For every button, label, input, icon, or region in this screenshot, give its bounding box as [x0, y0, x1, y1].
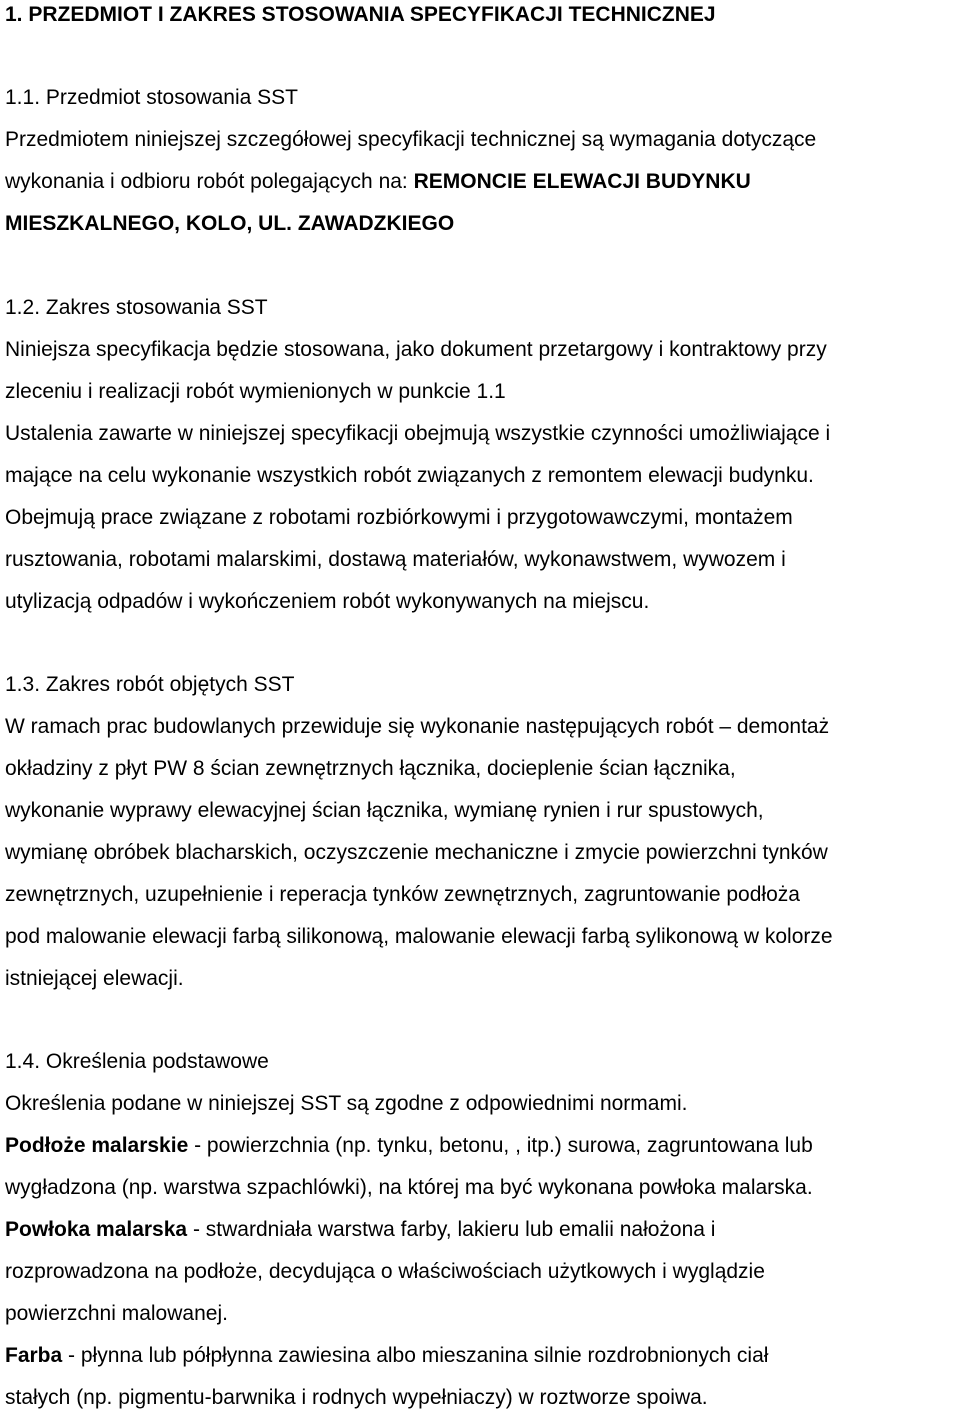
paragraph-line: Niniejsza specyfikacja będzie stosowana, jako dokument przetargowy i kontraktowy przy: [5, 338, 827, 361]
definition-text: - płynna lub półpłynna zawiesina albo mieszanina silnie rozdrobnionych ciał: [62, 1344, 769, 1367]
paragraph-line: utylizacją odpadów i wykończeniem robót wykonywanych na miejscu.: [5, 590, 650, 613]
definition-line: wygładzona (np. warstwa szpachlówki), na której ma być wykonana powłoka malarska.: [5, 1176, 813, 1199]
definition-term: Powłoka malarska: [5, 1218, 188, 1241]
paragraph-line: [5, 169, 751, 195]
paragraph-line: zleceniu i realizacji robót wymienionych w punkcie 1.1: [5, 380, 506, 403]
subsection-heading-1-2: 1.2. Zakres stosowania SST: [5, 296, 268, 319]
definition-line: powierzchni malowanej.: [5, 1302, 228, 1325]
paragraph-line: zewnętrznych, uzupełnienie i reperacja tynków zewnętrznych, zagruntowanie podłoża: [5, 883, 800, 906]
definition-term: Farba: [5, 1344, 63, 1367]
paragraph-line: Określenia podane w niniejszej SST są zgodne z odpowiednimi normami.: [5, 1092, 688, 1115]
definition-line: [5, 1343, 768, 1369]
paragraph-line: Obejmują prace związane z robotami rozbiórkowymi i przygotowawczymi, montażem: [5, 506, 793, 529]
paragraph-line: pod malowanie elewacji farbą silikonową, malowanie elewacji farbą sylikonową w kolorze: [5, 925, 833, 948]
paragraph-line: wymianę obróbek blacharskich, oczyszczenie mechaniczne i zmycie powierzchni tynków: [5, 841, 828, 864]
paragraph-line: wykonanie wyprawy elewacyjnej ścian łącznika, wymianę rynien i rur spustowych,: [5, 799, 764, 822]
definition-line: stałych (np. pigmentu-barwnika i rodnych wypełniaczy) w roztworze spoiwa.: [5, 1386, 708, 1409]
paragraph-line: [5, 211, 454, 237]
paragraph-line: rusztowania, robotami malarskimi, dostawą materiałów, wykonawstwem, wywozem i: [5, 548, 786, 571]
definition-text: - powierzchnia (np. tynku, betonu, , itp.) surowa, zagruntowana lub: [188, 1134, 813, 1157]
bold-text-run: REMONCIE ELEWACJI BUDYNKU: [413, 170, 751, 193]
bold-text-run: MIESZKALNEGO, KOLO, UL. ZAWADZKIEGO: [5, 212, 455, 235]
paragraph-line: Przedmiotem niniejszej szczegółowej specyfikacji technicznej są wymagania dotyczące: [5, 128, 817, 151]
definition-line: [5, 1217, 715, 1243]
paragraph-line: okładziny z płyt PW 8 ścian zewnętrznych łącznika, docieplenie ścian łącznika,: [5, 757, 736, 780]
definition-line: rozprowadzona na podłoże, decydująca o właściwościach użytkowych i wyglądzie: [5, 1260, 765, 1283]
paragraph-line: W ramach prac budowlanych przewiduje się wykonanie następujących robót – demontaż: [5, 715, 830, 738]
subsection-heading-1-4: 1.4. Określenia podstawowe: [5, 1050, 269, 1073]
definition-line: [5, 1133, 813, 1159]
paragraph-line: Ustalenia zawarte w niniejszej specyfikacji obejmują wszystkie czynności umożliwiające i: [5, 422, 831, 445]
definition-term: Podłoże malarskie: [5, 1134, 189, 1157]
subsection-heading-1-3: 1.3. Zakres robót objętych SST: [5, 673, 295, 696]
subsection-heading-1-1: 1.1. Przedmiot stosowania SST: [5, 86, 298, 109]
definition-text: - stwardniała warstwa farby, lakieru lub emalii nałożona i: [187, 1218, 716, 1241]
section-title: 1. PRZEDMIOT I ZAKRES STOSOWANIA SPECYFIKACJI TECHNICZNEJ: [5, 3, 716, 26]
paragraph-line: istniejącej elewacji.: [5, 967, 184, 990]
text-run: wykonania i odbioru robót polegających na:: [5, 170, 414, 193]
paragraph-line: mające na celu wykonanie wszystkich robót związanych z remontem elewacji budynku.: [5, 464, 814, 487]
